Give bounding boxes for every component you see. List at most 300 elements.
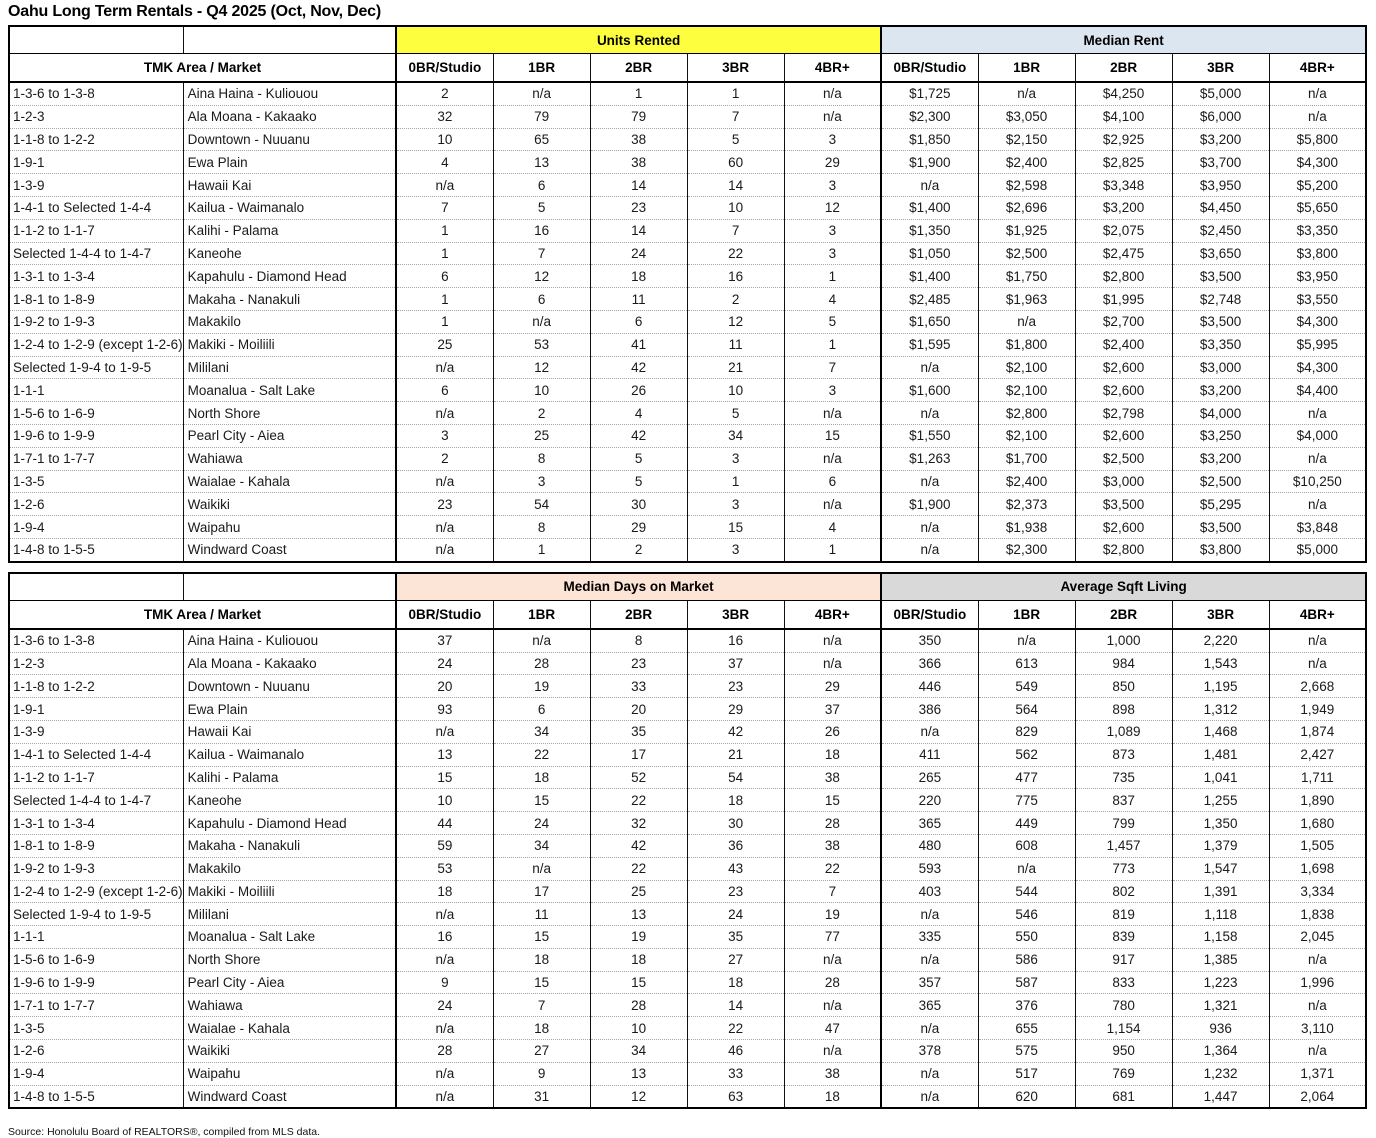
average-sqft-living-cell: n/a — [978, 629, 1075, 652]
bed-size-header: 1BR — [978, 600, 1075, 629]
units-rented-cell: 21 — [687, 356, 784, 379]
tmk-cell: 1-7-1 to 1-7-7 — [9, 447, 183, 470]
median-rent-cell: $2,400 — [978, 151, 1075, 174]
average-sqft-living-cell: 735 — [1075, 766, 1172, 789]
tmk-cell: 1-8-1 to 1-8-9 — [9, 834, 183, 857]
median-rent-cell: $2,373 — [978, 493, 1075, 516]
median-rent-cell: $2,500 — [1172, 470, 1269, 493]
median-rent-cell: $2,150 — [978, 128, 1075, 151]
median-rent-cell: $2,600 — [1075, 379, 1172, 402]
tmk-cell: 1-2-3 — [9, 105, 183, 128]
median-days-on-market-cell: 15 — [493, 789, 590, 812]
market-cell: Downtown - Nuuanu — [183, 128, 396, 151]
median-rent-cell: $3,000 — [1075, 470, 1172, 493]
table-row — [9, 265, 1366, 288]
median-days-on-market-cell: 54 — [687, 766, 784, 789]
median-days-on-market-cell: 25 — [590, 880, 687, 903]
median-rent-cell: $4,300 — [1269, 151, 1366, 174]
market-cell: Waipahu — [183, 1062, 396, 1085]
median-rent-cell: n/a — [978, 310, 1075, 333]
median-days-on-market-cell: 35 — [687, 926, 784, 949]
units-rented-cell: n/a — [396, 174, 493, 197]
median-rent-cell: $2,400 — [978, 470, 1075, 493]
median-days-on-market-cell: 38 — [784, 834, 881, 857]
average-sqft-living-cell: 517 — [978, 1062, 1075, 1085]
units-rented-cell: 79 — [590, 105, 687, 128]
average-sqft-living-cell: 1,195 — [1172, 675, 1269, 698]
market-cell: Ewa Plain — [183, 698, 396, 721]
units-rented-cell: 60 — [687, 151, 784, 174]
table-median-days-avg-sqft — [8, 572, 1367, 1110]
average-sqft-living-cell: n/a — [1269, 629, 1366, 652]
median-days-on-market-cell: 19 — [784, 903, 881, 926]
table-row — [9, 926, 1366, 949]
section-header-units-rented: Units Rented — [396, 26, 881, 54]
table-row — [9, 903, 1366, 926]
median-days-on-market-cell: 7 — [493, 994, 590, 1017]
units-rented-cell: 1 — [590, 82, 687, 105]
market-cell: Kaneohe — [183, 242, 396, 265]
median-rent-cell: $2,600 — [1075, 424, 1172, 447]
table-row — [9, 516, 1366, 539]
table-row — [9, 402, 1366, 425]
median-days-on-market-cell: 33 — [590, 675, 687, 698]
average-sqft-living-cell: 357 — [881, 971, 978, 994]
average-sqft-living-cell: n/a — [881, 1017, 978, 1040]
average-sqft-living-cell: 1,680 — [1269, 812, 1366, 835]
median-rent-cell: $2,600 — [1075, 516, 1172, 539]
average-sqft-living-cell: 1,000 — [1075, 629, 1172, 652]
table-row — [9, 174, 1366, 197]
units-rented-cell: 7 — [396, 196, 493, 219]
average-sqft-living-cell: 2,427 — [1269, 743, 1366, 766]
tmk-cell: 1-9-2 to 1-9-3 — [9, 857, 183, 880]
average-sqft-living-cell: n/a — [1269, 652, 1366, 675]
table-row — [9, 971, 1366, 994]
bed-size-header: 0BR/Studio — [881, 600, 978, 629]
market-cell: Windward Coast — [183, 1085, 396, 1108]
units-rented-cell: n/a — [396, 402, 493, 425]
units-rented-cell: 12 — [687, 310, 784, 333]
market-cell: Kailua - Waimanalo — [183, 743, 396, 766]
tmk-cell: 1-2-4 to 1-2-9 (except 1-2-6) — [9, 333, 183, 356]
units-rented-cell: 1 — [784, 538, 881, 561]
median-rent-cell: $5,000 — [1269, 538, 1366, 561]
median-days-on-market-cell: 42 — [687, 720, 784, 743]
units-rented-cell: 10 — [687, 196, 784, 219]
units-rented-cell: n/a — [396, 538, 493, 561]
median-days-on-market-cell: 11 — [493, 903, 590, 926]
average-sqft-living-cell: 1,838 — [1269, 903, 1366, 926]
median-days-on-market-cell: 28 — [493, 652, 590, 675]
median-rent-cell: $2,800 — [1075, 265, 1172, 288]
median-rent-cell: $1,995 — [1075, 288, 1172, 311]
table-row — [9, 1040, 1366, 1063]
average-sqft-living-cell: 2,045 — [1269, 926, 1366, 949]
average-sqft-living-cell: 549 — [978, 675, 1075, 698]
median-rent-cell: $3,200 — [1172, 128, 1269, 151]
market-cell: Kalihi - Palama — [183, 219, 396, 242]
median-rent-cell: $3,200 — [1075, 196, 1172, 219]
median-days-on-market-cell: 7 — [784, 880, 881, 903]
median-rent-cell: $3,350 — [1269, 219, 1366, 242]
units-rented-cell: 3 — [687, 493, 784, 516]
table-row — [9, 789, 1366, 812]
units-rented-cell: 7 — [784, 356, 881, 379]
market-cell: Makaha - Nanakuli — [183, 288, 396, 311]
median-days-on-market-cell: n/a — [396, 1017, 493, 1040]
bed-size-header: 2BR — [590, 54, 687, 83]
bed-size-header: 4BR+ — [1269, 54, 1366, 83]
average-sqft-living-cell: 608 — [978, 834, 1075, 857]
average-sqft-living-cell: 1,312 — [1172, 698, 1269, 721]
market-cell: Ala Moana - Kakaako — [183, 652, 396, 675]
median-rent-cell: $2,600 — [1075, 356, 1172, 379]
average-sqft-living-cell: 1,505 — [1269, 834, 1366, 857]
median-days-on-market-cell: 17 — [493, 880, 590, 903]
section-header-average-sqft-living: Average Sqft Living — [881, 573, 1366, 601]
table-row — [9, 424, 1366, 447]
page-title: Oahu Long Term Rentals - Q4 2025 (Oct, Nov, Dec) — [8, 3, 382, 20]
units-rented-cell: 15 — [784, 424, 881, 447]
median-rent-cell: $1,050 — [881, 242, 978, 265]
units-rented-cell: 18 — [590, 265, 687, 288]
tmk-cell: Selected 1-9-4 to 1-9-5 — [9, 903, 183, 926]
median-days-on-market-cell: 23 — [687, 880, 784, 903]
median-rent-cell: n/a — [881, 356, 978, 379]
table-row — [9, 105, 1366, 128]
median-days-on-market-cell: 22 — [590, 857, 687, 880]
average-sqft-living-cell: 562 — [978, 743, 1075, 766]
units-rented-cell: 2 — [493, 402, 590, 425]
median-days-on-market-cell: 29 — [687, 698, 784, 721]
table-row — [9, 675, 1366, 698]
market-cell: Downtown - Nuuanu — [183, 675, 396, 698]
median-days-on-market-cell: 22 — [493, 743, 590, 766]
median-rent-cell: $4,400 — [1269, 379, 1366, 402]
average-sqft-living-cell: 775 — [978, 789, 1075, 812]
tmk-cell: 1-3-1 to 1-3-4 — [9, 812, 183, 835]
bed-size-header: 2BR — [1075, 600, 1172, 629]
median-days-on-market-cell: 37 — [784, 698, 881, 721]
median-days-on-market-cell: 21 — [687, 743, 784, 766]
units-rented-cell: 42 — [590, 356, 687, 379]
table-row — [9, 812, 1366, 835]
bed-size-header: 0BR/Studio — [396, 600, 493, 629]
market-cell: Kaneohe — [183, 789, 396, 812]
units-rented-cell: 1 — [687, 470, 784, 493]
market-cell: Wahiawa — [183, 447, 396, 470]
median-days-on-market-cell: 18 — [784, 743, 881, 766]
units-rented-cell: 8 — [493, 516, 590, 539]
median-days-on-market-cell: 18 — [396, 880, 493, 903]
units-rented-cell: 6 — [396, 265, 493, 288]
average-sqft-living-cell: 335 — [881, 926, 978, 949]
tmk-cell: 1-1-1 — [9, 926, 183, 949]
median-days-on-market-cell: 46 — [687, 1040, 784, 1063]
median-rent-cell: $3,500 — [1172, 516, 1269, 539]
market-cell: Makakilo — [183, 857, 396, 880]
average-sqft-living-cell: n/a — [881, 1085, 978, 1108]
market-cell: Kapahulu - Diamond Head — [183, 812, 396, 835]
tmk-cell: Selected 1-4-4 to 1-4-7 — [9, 789, 183, 812]
median-rent-cell: $4,250 — [1075, 82, 1172, 105]
median-days-on-market-cell: 34 — [590, 1040, 687, 1063]
median-rent-cell: $4,300 — [1269, 310, 1366, 333]
average-sqft-living-cell: 984 — [1075, 652, 1172, 675]
average-sqft-living-cell: 613 — [978, 652, 1075, 675]
median-rent-cell: $1,263 — [881, 447, 978, 470]
units-rented-cell: 26 — [590, 379, 687, 402]
median-rent-cell: n/a — [978, 82, 1075, 105]
table-row — [9, 356, 1366, 379]
average-sqft-living-cell: 546 — [978, 903, 1075, 926]
median-days-on-market-cell: 13 — [590, 903, 687, 926]
average-sqft-living-cell: 3,110 — [1269, 1017, 1366, 1040]
average-sqft-living-cell: 1,371 — [1269, 1062, 1366, 1085]
median-rent-cell: $3,200 — [1172, 447, 1269, 470]
median-rent-cell: $5,000 — [1172, 82, 1269, 105]
tmk-cell: 1-9-6 to 1-9-9 — [9, 971, 183, 994]
median-days-on-market-cell: 53 — [396, 857, 493, 880]
table-row — [9, 128, 1366, 151]
market-cell: Aina Haina - Kuliouou — [183, 629, 396, 652]
median-days-on-market-cell: 6 — [493, 698, 590, 721]
table-row — [9, 743, 1366, 766]
median-rent-cell: $10,250 — [1269, 470, 1366, 493]
average-sqft-living-cell: 1,385 — [1172, 948, 1269, 971]
median-days-on-market-cell: 13 — [590, 1062, 687, 1085]
table-row — [9, 310, 1366, 333]
tmk-cell: 1-3-9 — [9, 720, 183, 743]
median-rent-cell: $5,295 — [1172, 493, 1269, 516]
average-sqft-living-cell: 446 — [881, 675, 978, 698]
bed-size-header: 1BR — [493, 600, 590, 629]
median-rent-cell: $2,100 — [978, 356, 1075, 379]
median-rent-cell: $1,595 — [881, 333, 978, 356]
market-cell: Mililani — [183, 903, 396, 926]
average-sqft-living-cell: 586 — [978, 948, 1075, 971]
median-days-on-market-cell: 18 — [590, 948, 687, 971]
average-sqft-living-cell: 1,457 — [1075, 834, 1172, 857]
units-rented-cell: 3 — [493, 470, 590, 493]
market-cell: Windward Coast — [183, 538, 396, 561]
units-rented-cell: 2 — [590, 538, 687, 561]
median-days-on-market-cell: 14 — [687, 994, 784, 1017]
tmk-cell: 1-1-8 to 1-2-2 — [9, 128, 183, 151]
average-sqft-living-cell: 2,220 — [1172, 629, 1269, 652]
median-rent-cell: $4,300 — [1269, 356, 1366, 379]
median-days-on-market-cell: 36 — [687, 834, 784, 857]
tmk-cell: 1-5-6 to 1-6-9 — [9, 948, 183, 971]
tmk-cell: Selected 1-4-4 to 1-4-7 — [9, 242, 183, 265]
average-sqft-living-cell: 769 — [1075, 1062, 1172, 1085]
market-cell: Waikiki — [183, 493, 396, 516]
units-rented-cell: 79 — [493, 105, 590, 128]
average-sqft-living-cell: n/a — [881, 903, 978, 926]
average-sqft-living-cell: 403 — [881, 880, 978, 903]
tmk-cell: 1-9-6 to 1-9-9 — [9, 424, 183, 447]
tmk-cell: 1-2-6 — [9, 493, 183, 516]
average-sqft-living-cell: 917 — [1075, 948, 1172, 971]
average-sqft-living-cell: 575 — [978, 1040, 1075, 1063]
median-rent-cell: $4,000 — [1269, 424, 1366, 447]
median-days-on-market-cell: 29 — [784, 675, 881, 698]
median-rent-cell: $3,050 — [978, 105, 1075, 128]
median-days-on-market-cell: n/a — [784, 1040, 881, 1063]
median-rent-cell: $5,650 — [1269, 196, 1366, 219]
median-days-on-market-cell: 28 — [784, 812, 881, 835]
median-rent-cell: n/a — [881, 516, 978, 539]
market-cell: Makiki - Moiliili — [183, 880, 396, 903]
median-days-on-market-cell: 20 — [590, 698, 687, 721]
average-sqft-living-cell: 1,223 — [1172, 971, 1269, 994]
median-rent-cell: $3,500 — [1172, 265, 1269, 288]
median-rent-cell: $2,748 — [1172, 288, 1269, 311]
market-cell: Makiki - Moiliili — [183, 333, 396, 356]
average-sqft-living-cell: 1,996 — [1269, 971, 1366, 994]
bed-size-header: 3BR — [687, 54, 784, 83]
median-days-on-market-cell: 63 — [687, 1085, 784, 1108]
median-days-on-market-cell: 37 — [687, 652, 784, 675]
units-rented-cell: n/a — [493, 82, 590, 105]
tmk-cell: 1-2-6 — [9, 1040, 183, 1063]
market-cell: Makakilo — [183, 310, 396, 333]
median-rent-cell: $2,598 — [978, 174, 1075, 197]
median-rent-cell: $2,475 — [1075, 242, 1172, 265]
units-rented-cell: 4 — [784, 516, 881, 539]
table-row — [9, 1085, 1366, 1108]
tmk-cell: 1-9-4 — [9, 516, 183, 539]
median-days-on-market-cell: 15 — [590, 971, 687, 994]
units-rented-cell: 10 — [493, 379, 590, 402]
units-rented-cell: 14 — [590, 219, 687, 242]
market-cell: Ewa Plain — [183, 151, 396, 174]
median-rent-cell: $3,500 — [1075, 493, 1172, 516]
corner-cell-market — [183, 26, 396, 54]
units-rented-cell: 2 — [396, 447, 493, 470]
median-rent-cell: $1,800 — [978, 333, 1075, 356]
table-row — [9, 288, 1366, 311]
average-sqft-living-cell: n/a — [1269, 994, 1366, 1017]
units-rented-cell: 22 — [687, 242, 784, 265]
tmk-cell: 1-8-1 to 1-8-9 — [9, 288, 183, 311]
median-days-on-market-cell: 35 — [590, 720, 687, 743]
units-rented-cell: 4 — [590, 402, 687, 425]
average-sqft-living-cell: 1,698 — [1269, 857, 1366, 880]
average-sqft-living-cell: 1,364 — [1172, 1040, 1269, 1063]
table-row — [9, 82, 1366, 105]
units-rented-cell: n/a — [493, 310, 590, 333]
average-sqft-living-cell: 1,321 — [1172, 994, 1269, 1017]
tmk-cell: 1-4-8 to 1-5-5 — [9, 538, 183, 561]
median-days-on-market-cell: 38 — [784, 1062, 881, 1085]
bed-size-header: 1BR — [493, 54, 590, 83]
average-sqft-living-cell: n/a — [1269, 948, 1366, 971]
average-sqft-living-cell: 411 — [881, 743, 978, 766]
market-cell: Makaha - Nanakuli — [183, 834, 396, 857]
average-sqft-living-cell: 839 — [1075, 926, 1172, 949]
median-days-on-market-cell: 23 — [590, 652, 687, 675]
median-rent-cell: $2,500 — [978, 242, 1075, 265]
median-days-on-market-cell: 24 — [493, 812, 590, 835]
median-days-on-market-cell: 31 — [493, 1085, 590, 1108]
table-row — [9, 1017, 1366, 1040]
market-cell: Aina Haina - Kuliouou — [183, 82, 396, 105]
units-rented-cell: 1 — [396, 288, 493, 311]
units-rented-cell: 38 — [590, 128, 687, 151]
median-rent-cell: $2,450 — [1172, 219, 1269, 242]
units-rented-cell: 1 — [687, 82, 784, 105]
table-row — [9, 447, 1366, 470]
tmk-cell: 1-9-4 — [9, 1062, 183, 1085]
median-rent-cell: $1,963 — [978, 288, 1075, 311]
median-rent-cell: $2,100 — [978, 379, 1075, 402]
tmk-cell: 1-5-6 to 1-6-9 — [9, 402, 183, 425]
corner-cell-tmk — [9, 26, 183, 54]
median-days-on-market-cell: 44 — [396, 812, 493, 835]
average-sqft-living-cell: 1,379 — [1172, 834, 1269, 857]
average-sqft-living-cell: 1,255 — [1172, 789, 1269, 812]
median-days-on-market-cell: 30 — [687, 812, 784, 835]
units-rented-cell: 24 — [590, 242, 687, 265]
average-sqft-living-cell: 220 — [881, 789, 978, 812]
median-rent-cell: $2,700 — [1075, 310, 1172, 333]
units-rented-cell: 1 — [784, 333, 881, 356]
units-rented-cell: 29 — [784, 151, 881, 174]
market-cell: Moanalua - Salt Lake — [183, 379, 396, 402]
median-days-on-market-cell: 12 — [590, 1085, 687, 1108]
market-cell: Ala Moana - Kakaako — [183, 105, 396, 128]
units-rented-cell: 25 — [493, 424, 590, 447]
market-cell: North Shore — [183, 402, 396, 425]
median-days-on-market-cell: 16 — [396, 926, 493, 949]
tmk-cell: 1-4-8 to 1-5-5 — [9, 1085, 183, 1108]
units-rented-cell: 1 — [396, 219, 493, 242]
units-rented-cell: 12 — [493, 265, 590, 288]
average-sqft-living-cell: 386 — [881, 698, 978, 721]
median-days-on-market-cell: 28 — [590, 994, 687, 1017]
market-cell: Waikiki — [183, 1040, 396, 1063]
median-rent-cell: $2,075 — [1075, 219, 1172, 242]
market-cell: Hawaii Kai — [183, 720, 396, 743]
table-row — [9, 948, 1366, 971]
bed-size-header: 0BR/Studio — [396, 54, 493, 83]
median-rent-cell: $4,450 — [1172, 196, 1269, 219]
market-cell: Wahiawa — [183, 994, 396, 1017]
average-sqft-living-cell: n/a — [881, 1062, 978, 1085]
units-rented-cell: 23 — [590, 196, 687, 219]
table-row — [9, 196, 1366, 219]
median-days-on-market-cell: 47 — [784, 1017, 881, 1040]
median-rent-cell: n/a — [1269, 447, 1366, 470]
median-days-on-market-cell: 20 — [396, 675, 493, 698]
median-rent-cell: $3,550 — [1269, 288, 1366, 311]
units-rented-cell: n/a — [396, 470, 493, 493]
tmk-cell: 1-9-1 — [9, 151, 183, 174]
average-sqft-living-cell: 1,391 — [1172, 880, 1269, 903]
average-sqft-living-cell: 480 — [881, 834, 978, 857]
average-sqft-living-cell: 681 — [1075, 1085, 1172, 1108]
table-row — [9, 151, 1366, 174]
average-sqft-living-cell: n/a — [881, 720, 978, 743]
bed-size-header: 2BR — [590, 600, 687, 629]
median-rent-cell: $2,100 — [978, 424, 1075, 447]
market-cell: Mililani — [183, 356, 396, 379]
median-days-on-market-cell: 42 — [590, 834, 687, 857]
tmk-cell: 1-4-1 to Selected 1-4-4 — [9, 743, 183, 766]
tmk-cell: 1-1-1 — [9, 379, 183, 402]
